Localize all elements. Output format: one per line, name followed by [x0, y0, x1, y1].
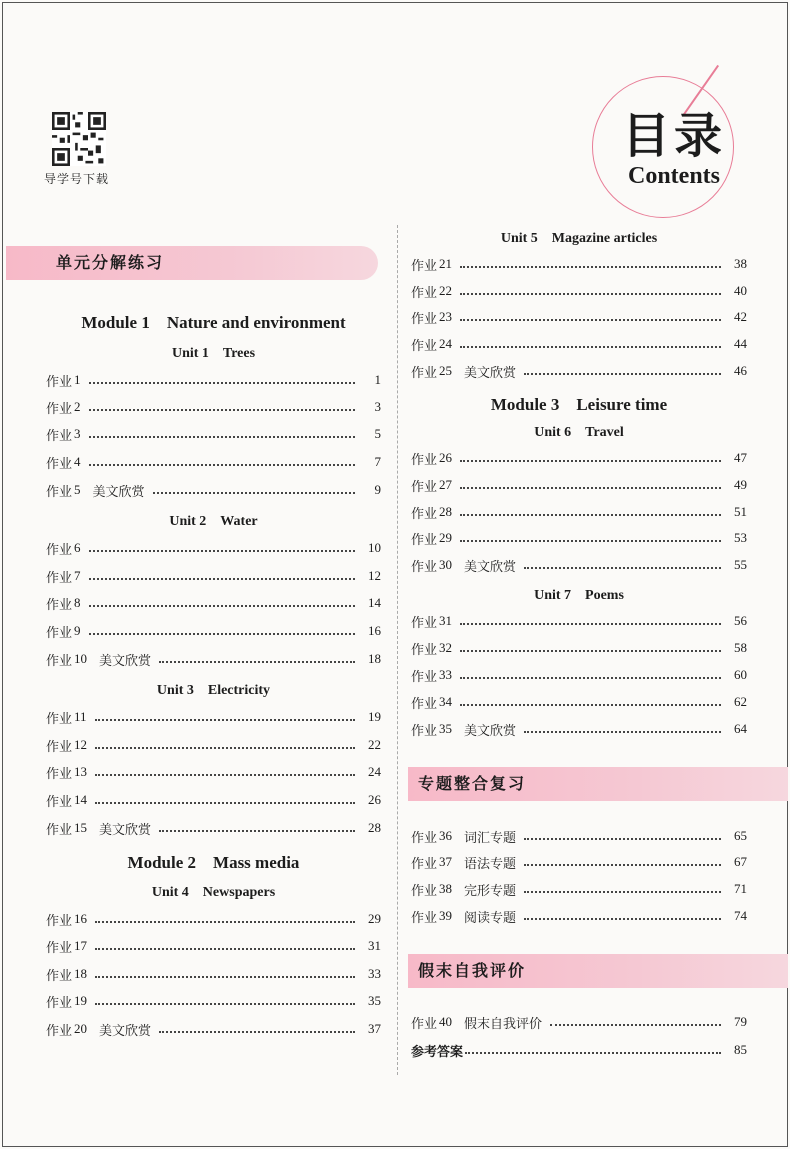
toc-entry[interactable] — [46, 538, 381, 558]
entry-number: 29 — [439, 530, 453, 545]
entry-number: 20 — [74, 1021, 88, 1036]
entry-page-number: 65 — [734, 828, 747, 843]
toc-entry[interactable] — [46, 452, 381, 472]
toc-entry[interactable] — [411, 1012, 747, 1032]
toc-entry[interactable] — [46, 1019, 381, 1039]
entry-page-number: 58 — [734, 640, 747, 655]
dot-leader — [89, 544, 355, 552]
toc-entry[interactable] — [46, 566, 381, 586]
toc-entry[interactable] — [411, 555, 747, 575]
entry-number: 31 — [439, 613, 453, 628]
dot-leader — [95, 915, 355, 923]
toc-entry[interactable] — [411, 692, 747, 712]
entry-label: 作业 — [411, 1016, 438, 1032]
toc-entry[interactable] — [411, 475, 747, 495]
unit-heading: Unit 4 Newspapers — [151, 885, 276, 900]
entry-label: 作业 — [46, 570, 73, 586]
module-heading: Module 3 Leisure time — [490, 395, 668, 414]
entry-label: 作业 — [46, 374, 73, 390]
entry-number: 3 — [74, 426, 81, 441]
entry-number: 32 — [439, 640, 453, 655]
toc-entry[interactable] — [411, 361, 747, 381]
entry-page-number: 22 — [368, 737, 381, 752]
entry-label: 作业 — [411, 883, 438, 899]
toc-entry[interactable] — [46, 762, 381, 782]
entry-page-number: 47 — [734, 450, 747, 465]
dot-leader — [95, 997, 355, 1005]
entry-label: 作业 — [411, 452, 438, 468]
entry-page-number: 5 — [374, 426, 381, 441]
entry-number: 21 — [439, 256, 453, 271]
entry-page-number: 62 — [734, 694, 747, 709]
dot-leader — [95, 768, 355, 776]
dot-leader — [95, 796, 355, 804]
entry-number: 2 — [74, 399, 81, 414]
entry-page-number: 35 — [368, 993, 381, 1008]
toc-entry[interactable] — [411, 852, 747, 872]
entry-label: 作业 — [46, 739, 73, 755]
entry-page-number: 31 — [368, 938, 381, 953]
entry-page-number: 16 — [368, 623, 381, 638]
entry-page-number: 74 — [734, 908, 747, 923]
entry-number: 25 — [439, 363, 453, 378]
dot-leader — [95, 741, 355, 749]
unit-heading: Unit 1 Trees — [171, 346, 256, 361]
entry-subtitle: 语法专题 — [464, 856, 517, 872]
entry-number: 5 — [74, 482, 81, 497]
entry-page-number: 64 — [734, 721, 747, 736]
toc-entry[interactable] — [411, 826, 747, 846]
qr-caption: 导学号下载 — [44, 172, 110, 186]
entry-subtitle: 美文欣赏 — [464, 559, 517, 575]
entry-page-number: 33 — [368, 966, 381, 981]
entry-page-number: 24 — [368, 764, 381, 779]
entry-label: 作业 — [411, 642, 438, 658]
toc-entry[interactable] — [46, 397, 381, 417]
entry-page-number: 71 — [734, 881, 747, 896]
entry-number: 23 — [439, 309, 453, 324]
dot-leader — [460, 534, 721, 542]
entry-subtitle: 美文欣赏 — [99, 653, 152, 669]
entry-page-number: 14 — [368, 595, 381, 610]
entry-page-number: 67 — [734, 854, 747, 869]
entry-number: 8 — [74, 595, 81, 610]
toc-entry[interactable] — [46, 593, 381, 613]
entry-subtitle: 美文欣赏 — [464, 365, 517, 381]
entry-page-number: 37 — [368, 1021, 381, 1036]
entry-number: 17 — [74, 938, 88, 953]
entry-page-number: 42 — [734, 309, 747, 324]
dot-leader — [89, 458, 355, 466]
toc-entry[interactable] — [411, 281, 747, 301]
entry-page-number: 19 — [368, 709, 381, 724]
page-subtitle: Contents — [628, 163, 721, 189]
entry-page-number: 55 — [734, 557, 747, 572]
dot-leader — [524, 832, 721, 840]
entry-number: 26 — [439, 450, 453, 465]
dot-leader — [524, 858, 721, 866]
entry-page-number: 56 — [734, 613, 747, 628]
toc-entry[interactable] — [46, 991, 381, 1011]
entry-number: 14 — [74, 792, 88, 807]
dot-leader — [460, 260, 721, 268]
entry-number: 12 — [74, 737, 88, 752]
toc-entry[interactable] — [46, 818, 381, 838]
entry-number: 40 — [439, 1014, 453, 1029]
section-banner-topic-review: 专题整合复习 — [408, 767, 788, 801]
dot-leader — [159, 1025, 355, 1033]
toc-entry[interactable] — [411, 665, 747, 685]
entry-number: 13 — [74, 764, 88, 779]
entry-label: 作业 — [46, 995, 73, 1011]
entry-label: 作业 — [411, 506, 438, 522]
entry-label: 参考答案 — [411, 1044, 464, 1060]
dot-leader — [95, 970, 355, 978]
entry-page-number: 53 — [734, 530, 747, 545]
entry-subtitle: 完形专题 — [464, 883, 517, 899]
entry-label: 作业 — [46, 711, 73, 727]
dot-leader — [89, 430, 355, 438]
entry-page-number: 26 — [368, 792, 381, 807]
entry-page-number: 1 — [374, 372, 381, 387]
section-banner-self-evaluation: 假末自我评价 — [408, 954, 788, 988]
toc-entry[interactable] — [411, 906, 747, 926]
toc-entry[interactable] — [411, 448, 747, 468]
entry-label: 作业 — [46, 968, 73, 984]
entry-number: 16 — [74, 911, 88, 926]
dot-leader — [460, 481, 721, 489]
entry-subtitle: 阅读专题 — [464, 910, 517, 926]
toc-entry[interactable] — [411, 719, 747, 739]
dot-leader — [460, 617, 721, 625]
entry-number: 24 — [439, 336, 453, 351]
entry-label: 作业 — [411, 311, 438, 327]
unit-heading: Unit 5 Magazine articles — [500, 231, 658, 246]
dot-leader — [524, 912, 721, 920]
entry-page-number: 3 — [374, 399, 381, 414]
entry-page-number: 51 — [734, 504, 747, 519]
entry-page-number: 46 — [734, 363, 747, 378]
entry-label: 作业 — [411, 559, 438, 575]
dot-leader — [89, 403, 355, 411]
entry-label: 作业 — [411, 723, 438, 739]
toc-entry[interactable] — [411, 502, 747, 522]
dot-leader — [460, 644, 721, 652]
toc-entry[interactable] — [411, 528, 747, 548]
entry-number: 27 — [439, 477, 453, 492]
dot-leader — [89, 627, 355, 635]
dot-leader — [524, 725, 721, 733]
entry-label: 作业 — [46, 653, 73, 669]
entry-label: 作业 — [411, 258, 438, 274]
entry-page-number: 40 — [734, 283, 747, 298]
entry-page-number: 49 — [734, 477, 747, 492]
dot-leader — [460, 340, 721, 348]
toc-entry[interactable] — [46, 964, 381, 984]
entry-label: 作业 — [411, 338, 438, 354]
entry-page-number: 38 — [734, 256, 747, 271]
dot-leader — [460, 508, 721, 516]
toc-entry[interactable] — [411, 638, 747, 658]
entry-number: 28 — [439, 504, 453, 519]
entry-number: 33 — [439, 667, 453, 682]
entry-label: 作业 — [411, 479, 438, 495]
dot-leader — [550, 1018, 721, 1026]
entry-number: 6 — [74, 540, 81, 555]
dot-leader — [460, 313, 721, 321]
dot-leader — [153, 486, 355, 494]
entry-subtitle: 词汇专题 — [464, 830, 517, 846]
entry-page-number: 60 — [734, 667, 747, 682]
entry-label: 作业 — [46, 766, 73, 782]
entry-number: 18 — [74, 966, 88, 981]
dot-leader — [159, 655, 355, 663]
dot-leader — [460, 287, 721, 295]
entry-label: 作业 — [411, 285, 438, 301]
entry-number: 36 — [439, 828, 453, 843]
entry-number: 11 — [74, 709, 87, 724]
dot-leader — [95, 942, 355, 950]
toc-entry[interactable] — [411, 879, 747, 899]
toc-entry[interactable] — [411, 334, 747, 354]
dot-leader — [465, 1046, 721, 1054]
dot-leader — [89, 572, 355, 580]
toc-entry[interactable] — [46, 936, 381, 956]
toc-entry[interactable] — [411, 307, 747, 327]
entry-label: 作业 — [46, 625, 73, 641]
toc-entry[interactable] — [46, 480, 381, 500]
dot-leader — [89, 376, 355, 384]
entry-label: 作业 — [411, 830, 438, 846]
entry-label: 作业 — [46, 428, 73, 444]
entry-subtitle: 美文欣赏 — [99, 822, 152, 838]
toc-entry[interactable] — [46, 707, 381, 727]
dot-leader — [460, 698, 721, 706]
entry-number: 35 — [439, 721, 453, 736]
toc-entry[interactable] — [46, 370, 381, 390]
entry-page-number: 18 — [368, 651, 381, 666]
dot-leader — [95, 713, 355, 721]
entry-number: 10 — [74, 651, 88, 666]
toc-entry[interactable] — [46, 649, 381, 669]
entry-number: 34 — [439, 694, 453, 709]
toc-entry[interactable] — [411, 611, 747, 631]
entry-page-number: 28 — [368, 820, 381, 835]
entry-number: 15 — [74, 820, 88, 835]
section-banner-unit-practice: 单元分解练习 — [6, 246, 378, 280]
entry-label: 作业 — [46, 1023, 73, 1039]
entry-label: 作业 — [46, 542, 73, 558]
page-title: 目录 — [622, 108, 727, 164]
entry-number: 7 — [74, 568, 81, 583]
entry-number: 39 — [439, 908, 453, 923]
entry-label: 作业 — [411, 669, 438, 685]
entry-number: 30 — [439, 557, 453, 572]
entry-subtitle: 美文欣赏 — [92, 484, 145, 500]
entry-page-number: 12 — [368, 568, 381, 583]
entry-label: 作业 — [411, 532, 438, 548]
dot-leader — [524, 561, 721, 569]
entry-label: 作业 — [46, 822, 73, 838]
entry-number: 38 — [439, 881, 453, 896]
entry-label: 作业 — [46, 940, 73, 956]
entry-label: 作业 — [411, 615, 438, 631]
entry-page-number: 79 — [734, 1014, 747, 1029]
entry-page-number: 85 — [734, 1042, 747, 1057]
module-heading: Module 1 Nature and environment — [81, 313, 346, 332]
dot-leader — [524, 885, 721, 893]
entry-page-number: 29 — [368, 911, 381, 926]
entry-page-number: 44 — [734, 336, 747, 351]
column-divider — [397, 225, 398, 1075]
dot-leader — [460, 671, 721, 679]
entry-label: 作业 — [46, 597, 73, 613]
entry-number: 1 — [74, 372, 81, 387]
entry-label: 作业 — [46, 794, 73, 810]
entry-label: 作业 — [46, 456, 73, 472]
entry-page-number: 7 — [374, 454, 381, 469]
qr-code-icon[interactable] — [52, 112, 106, 166]
entry-label: 作业 — [46, 484, 73, 500]
entry-label: 作业 — [46, 401, 73, 417]
toc-entry[interactable] — [46, 621, 381, 641]
entry-label: 作业 — [46, 913, 73, 929]
toc-entry[interactable] — [46, 424, 381, 444]
entry-label: 作业 — [411, 696, 438, 712]
dot-leader — [89, 599, 355, 607]
unit-heading: Unit 6 Travel — [534, 425, 624, 440]
module-heading: Module 2 Mass media — [127, 853, 300, 872]
dot-leader — [524, 367, 721, 375]
toc-entry[interactable] — [46, 909, 381, 929]
toc-entry[interactable] — [46, 790, 381, 810]
toc-entry[interactable] — [411, 254, 747, 274]
entry-subtitle: 假末自我评价 — [464, 1016, 543, 1032]
entry-label: 作业 — [411, 910, 438, 926]
entry-number: 22 — [439, 283, 453, 298]
entry-page-number: 10 — [368, 540, 381, 555]
entry-label: 作业 — [411, 365, 438, 381]
entry-number: 9 — [74, 623, 81, 638]
entry-number: 37 — [439, 854, 453, 869]
toc-entry-answers[interactable] — [411, 1040, 747, 1060]
entry-label: 作业 — [411, 856, 438, 872]
unit-heading: Unit 2 Water — [169, 514, 258, 529]
unit-heading: Unit 7 Poems — [534, 588, 624, 603]
dot-leader — [159, 824, 355, 832]
entry-page-number: 9 — [374, 482, 381, 497]
toc-entry[interactable] — [46, 735, 381, 755]
entry-subtitle: 美文欣赏 — [464, 723, 517, 739]
entry-number: 4 — [74, 454, 81, 469]
entry-subtitle: 美文欣赏 — [99, 1023, 152, 1039]
entry-number: 19 — [74, 993, 88, 1008]
unit-heading: Unit 3 Electricity — [156, 683, 271, 698]
dot-leader — [460, 454, 721, 462]
